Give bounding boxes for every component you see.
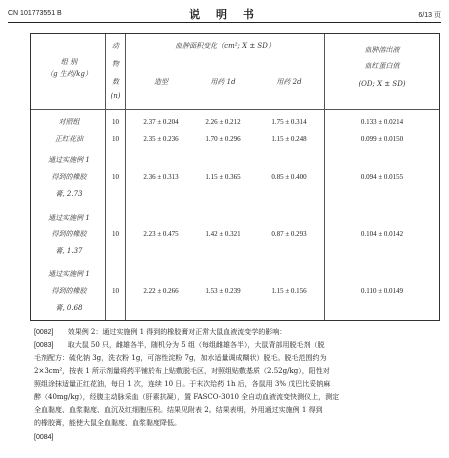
- paragraph-text: 效果例 2：通过实施例 1 得到的橡胶膏对正常大鼠血液流变学的影响：: [67, 328, 287, 336]
- page-title: 说 明 书: [189, 8, 260, 21]
- table-row-group: 对照组: [58, 118, 80, 126]
- table-row-n: 10: [112, 287, 119, 295]
- table-row-n: 10: [112, 118, 119, 126]
- table-row-before: 2.35 ± 0.236: [143, 135, 179, 143]
- paragraph-text: 取大鼠 50 只，雌雄各半，随机分为 5 组（每组雌雄各半），大鼠背部用脱毛剂（脱: [67, 341, 325, 349]
- paragraph-line: 毛剂配方：硫化钠 3g，洗衣粉 1g，可溶性淀粉 7g，加水适量调成糊状）脱毛。脱毛范围约为: [34, 354, 327, 362]
- header-before: 造型: [154, 78, 168, 86]
- table-row-before: 2.22 ± 0.266: [143, 287, 179, 295]
- header-animals: (n): [110, 92, 121, 100]
- table-row-n: 10: [112, 173, 119, 181]
- paragraph-0084: [34, 431, 442, 445]
- table-row-od: 0.094 ± 0.0155: [360, 173, 404, 181]
- table-divider: [125, 34, 126, 320]
- table-row-before: 2.37 ± 0.204: [143, 118, 179, 126]
- header-hemoglobin: 血肿溶出液: [364, 46, 400, 54]
- header-hemoglobin: 血红蛋白值: [364, 62, 400, 70]
- table-row-group: 膏, 0.68: [55, 304, 83, 312]
- table-row-group: 通过实施例 1: [48, 270, 90, 278]
- table-row-group: 膏, 1.37: [55, 247, 83, 255]
- table-row-group: 得到的橡胶: [51, 173, 87, 181]
- patent-number: CN 101773551 B: [8, 10, 62, 17]
- table-row-day1: 1.53 ± 0.239: [205, 287, 241, 295]
- paragraph-0082: [34, 326, 442, 340]
- paragraph-line: 的橡胶膏，能使大鼠全血黏度、血浆黏度降低。: [34, 419, 181, 427]
- table-row-od: 0.133 ± 0.0214: [360, 118, 404, 126]
- header-group: 组 别: [60, 58, 78, 66]
- page-number: 6/13 页: [418, 12, 441, 19]
- table-row-group: 得到的橡胶: [51, 287, 87, 295]
- table-row-day1: 1.70 ± 0.296: [205, 135, 241, 143]
- header-area-change: 血肿面积变化（cm²; X ± SD）: [175, 42, 275, 50]
- table-row-day2: 0.85 ± 0.400: [271, 173, 307, 181]
- header-animals: 数: [112, 78, 119, 86]
- table-row-day2: 1.75 ± 0.314: [271, 118, 307, 126]
- header-day1: 用药 1d: [210, 78, 236, 86]
- table-row-group: 通过实施例 1: [48, 156, 90, 164]
- table-row-day2: 1.15 ± 0.156: [271, 287, 307, 295]
- header-group-unit: （g 生药/kg）: [46, 70, 92, 78]
- paragraph-line: 照组涂抹适量正红花油，每日 1 次，连续 10 日。于末次给药 1h 后，各鼠用 3% 戊巴比妥钠麻: [34, 380, 331, 388]
- table-row-group: 膏, 2.73: [55, 190, 83, 198]
- table-row-day1: 1.15 ± 0.365: [205, 173, 241, 181]
- header-animals: 物: [112, 60, 119, 68]
- table-row-group: 正红花油: [55, 135, 83, 143]
- paragraph-line: 全血黏度、血浆黏度、血沉及红细胞压积。结果见附表 2。结果表明，外用通过实施例 1 得到: [34, 406, 323, 414]
- header-divider: [31, 109, 439, 110]
- header-hemoglobin-unit: (OD; X ± SD): [358, 80, 406, 88]
- paragraph-number: [0082]: [34, 329, 54, 336]
- paragraph-number: [0084]: [34, 434, 54, 441]
- header-animals: 动: [112, 42, 119, 50]
- paragraph-line: 2×3cm²，按表 1 所示剂量将药平铺於布上贴敷脱毛区，对照组贴敷基质（2.52g/kg），阳性对: [34, 367, 330, 375]
- table-row-group: 得到的橡胶: [51, 230, 87, 238]
- table-row-before: 2.23 ± 0.475: [143, 230, 179, 238]
- data-table: [30, 33, 440, 321]
- table-row-before: 2.36 ± 0.313: [143, 173, 179, 181]
- table-row-day2: 1.15 ± 0.248: [271, 135, 307, 143]
- page-header: [8, 6, 441, 22]
- table-row-n: 10: [112, 135, 119, 143]
- table-row-n: 10: [112, 230, 119, 238]
- table-row-day1: 1.42 ± 0.321: [205, 230, 241, 238]
- table-row-group: 通过实施例 1: [48, 214, 90, 222]
- paragraph-0083: [34, 339, 442, 353]
- table-row-day1: 2.26 ± 0.212: [205, 118, 241, 126]
- paragraph-number: [0083]: [34, 342, 54, 349]
- table-row-od: 0.110 ± 0.0149: [360, 287, 404, 295]
- table-row-od: 0.099 ± 0.0150: [360, 135, 404, 143]
- header-day2: 用药 2d: [276, 78, 302, 86]
- paragraph-line: 醉（40mg/kg），经腹主动脉采血（肝素抗凝），置 FASCO-3010 全自动血液流变快测仪上，测定: [34, 393, 340, 401]
- table-row-od: 0.104 ± 0.0142: [360, 230, 404, 238]
- table-row-day2: 0.87 ± 0.293: [271, 230, 307, 238]
- header-rule: [8, 22, 441, 23]
